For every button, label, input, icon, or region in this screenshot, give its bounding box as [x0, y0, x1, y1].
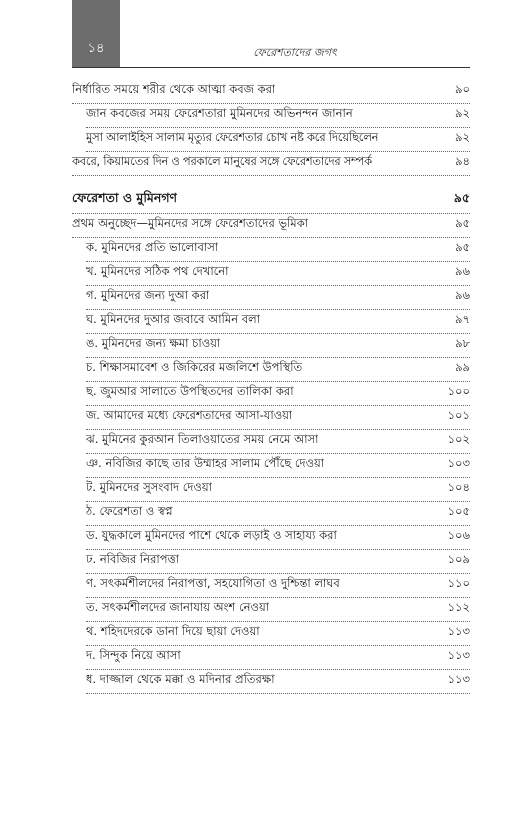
toc-entry-title: মুসা আলাইহিস সালাম মৃত্যুর ফেরেশতার চোখ নষ্ট করে দিয়েছিলেন — [86, 130, 379, 144]
toc-entry-title: ঝ. মুমিনের কুরআন তিলাওয়াতের সময় নেমে আসা — [86, 432, 319, 446]
toc-entry-page: ১০৩ — [447, 456, 470, 470]
toc-entry[interactable] — [86, 670, 470, 694]
header-divider — [72, 67, 470, 68]
toc-entry-title: ঘ. মুমিনদের দুআর জবাবে আমিন বলা — [86, 312, 261, 326]
toc-entry-page: ৯৭ — [455, 312, 470, 326]
toc-entry-page: ৯৯ — [455, 360, 470, 374]
toc-entry[interactable] — [86, 358, 470, 382]
toc-entry-title: ট. মুমিনদের সুসংবাদ দেওয়া — [86, 480, 213, 494]
toc-entry[interactable] — [86, 406, 470, 430]
toc-entry-title: চ. শিক্ষাসমাবেশ ও জিকিরের মজলিশে উপস্থিতি — [86, 360, 303, 374]
toc-entry[interactable] — [86, 238, 470, 262]
toc-entry[interactable] — [86, 286, 470, 310]
toc-entry-page: ৯২ — [455, 130, 470, 144]
toc-entry[interactable] — [86, 262, 470, 286]
toc-entry-page: ১০৯ — [447, 552, 470, 566]
toc-entry-title: ঞ. নবিজির কাছে তার উম্মাহর সালাম পৌঁছে দেওয়া — [86, 456, 325, 470]
toc-entry-title: প্রথম অনুচ্ছেদ—মুমিনদের সঙ্গে ফেরেশতাদের ভূমিকা — [72, 216, 309, 230]
toc-entry-page: ১০৪ — [447, 480, 470, 494]
toc-entry-title: ছ. জুমআর সালাতে উপস্থিতদের তালিকা করা — [86, 384, 294, 398]
toc-entry-page: ১০৬ — [447, 528, 470, 542]
toc-entry[interactable] — [72, 152, 470, 176]
toc-entry[interactable] — [86, 334, 470, 358]
toc-entry-title: কবরে, কিয়ামতের দিন ও পরকালে মানুষের সঙ্গে ফেরেশতাদের সম্পর্ক — [72, 154, 372, 168]
toc-entry-title: দ. সিন্দুক নিয়ে আসা — [86, 648, 181, 662]
toc-entry-page: ৯৫ — [453, 190, 470, 205]
toc-entry[interactable] — [86, 430, 470, 454]
toc-entry-page: ১০১ — [447, 408, 470, 422]
toc-entry-page: ৯৫ — [455, 240, 470, 254]
toc-entry-title: ত. সৎকর্মশীলদের জানাযায় অংশ নেওয়া — [86, 600, 270, 614]
toc-entry[interactable] — [86, 598, 470, 622]
toc-entry[interactable] — [86, 550, 470, 574]
toc-entry-page: ১০৫ — [447, 504, 470, 518]
toc-section-heading[interactable] — [72, 190, 470, 214]
toc-entry[interactable] — [86, 128, 470, 152]
toc-entry[interactable] — [86, 478, 470, 502]
toc-entry-title: খ. মুমিনদের সঠিক পথ দেখানো — [86, 264, 229, 278]
toc-entry-title: ঢ. নবিজির নিরাপত্তা — [86, 552, 180, 566]
toc-entry[interactable] — [86, 454, 470, 478]
toc-entry[interactable] — [86, 310, 470, 334]
toc-entry-page: ১০০ — [447, 384, 470, 398]
toc-entry-title: নির্ধারিত সময়ে শরীর থেকে আত্মা কবজ করা — [72, 82, 276, 96]
toc-entry-title: জ. আমাদের মধ্যে ফেরেশতাদের আসা-যাওয়া — [86, 408, 293, 422]
toc-entry-page: ৯৫ — [455, 216, 470, 230]
toc-entry[interactable] — [86, 104, 470, 128]
toc-entry-title: ণ. সৎকর্মশীলদের নিরাপত্তা, সহযোগিতা ও দুশ্চিন্তা লাঘব — [86, 576, 340, 590]
toc-entry-title: গ. মুমিনদের জন্য দুআ করা — [86, 288, 210, 302]
toc-entry-title: ঠ. ফেরেশতা ও স্বপ্ন — [86, 504, 173, 518]
toc-entry[interactable] — [72, 80, 470, 104]
toc-entry[interactable] — [86, 574, 470, 598]
toc-entry-title: ফেরেশতা ও মুমিনগণ — [72, 190, 178, 205]
toc-entry-title: ক. মুমিনদের প্রতি ভালোবাসা — [86, 240, 219, 254]
page-number-tab — [72, 0, 120, 68]
toc-entry-page: ১১৩ — [447, 672, 470, 686]
toc-entry-page: ১১৩ — [447, 648, 470, 662]
toc-entry-title: ঙ. মুমিনদের জন্য ক্ষমা চাওয়া — [86, 336, 221, 350]
toc-entry[interactable] — [86, 502, 470, 526]
toc-entry-page: ৯২ — [455, 106, 470, 120]
toc-entry[interactable] — [72, 214, 470, 238]
toc-entry[interactable] — [86, 526, 470, 550]
toc-entry-page: ১১৩ — [447, 624, 470, 638]
toc-entry-page: ১১২ — [447, 600, 470, 614]
toc-entry-page: ১০২ — [447, 432, 470, 446]
toc-entry-page: ৯০ — [455, 82, 470, 96]
toc-entry-title: জান কবজের সময় ফেরেশতারা মুমিনদের অভিনন্দন জানান — [86, 106, 353, 120]
toc-entry-page: ৯৬ — [455, 264, 470, 278]
toc-entry[interactable] — [86, 382, 470, 406]
toc-entry-page: ৯৮ — [455, 336, 470, 350]
toc-entry[interactable] — [86, 646, 470, 670]
toc-entry-page: ১১০ — [447, 576, 470, 590]
toc-entry[interactable] — [86, 622, 470, 646]
toc-entry-page: ৯৬ — [455, 288, 470, 302]
running-title: ফেরেশতাদের জগৎ — [253, 46, 337, 59]
toc-entry-title: ড. যুদ্ধকালে মুমিনদের পাশে থেকে লড়াই ও সাহায্য করা — [86, 528, 337, 542]
table-of-contents — [72, 80, 470, 694]
toc-entry-title: থ. শহিদদেরকে ডানা দিয়ে ছায়া দেওয়া — [86, 624, 260, 638]
toc-entry-title: ধ. দাজ্জাল থেকে মক্কা ও মদিনার প্রতিরক্ষা — [86, 672, 275, 686]
toc-entry-page: ৯৪ — [455, 154, 470, 168]
page-number: ১৪ — [87, 41, 105, 56]
